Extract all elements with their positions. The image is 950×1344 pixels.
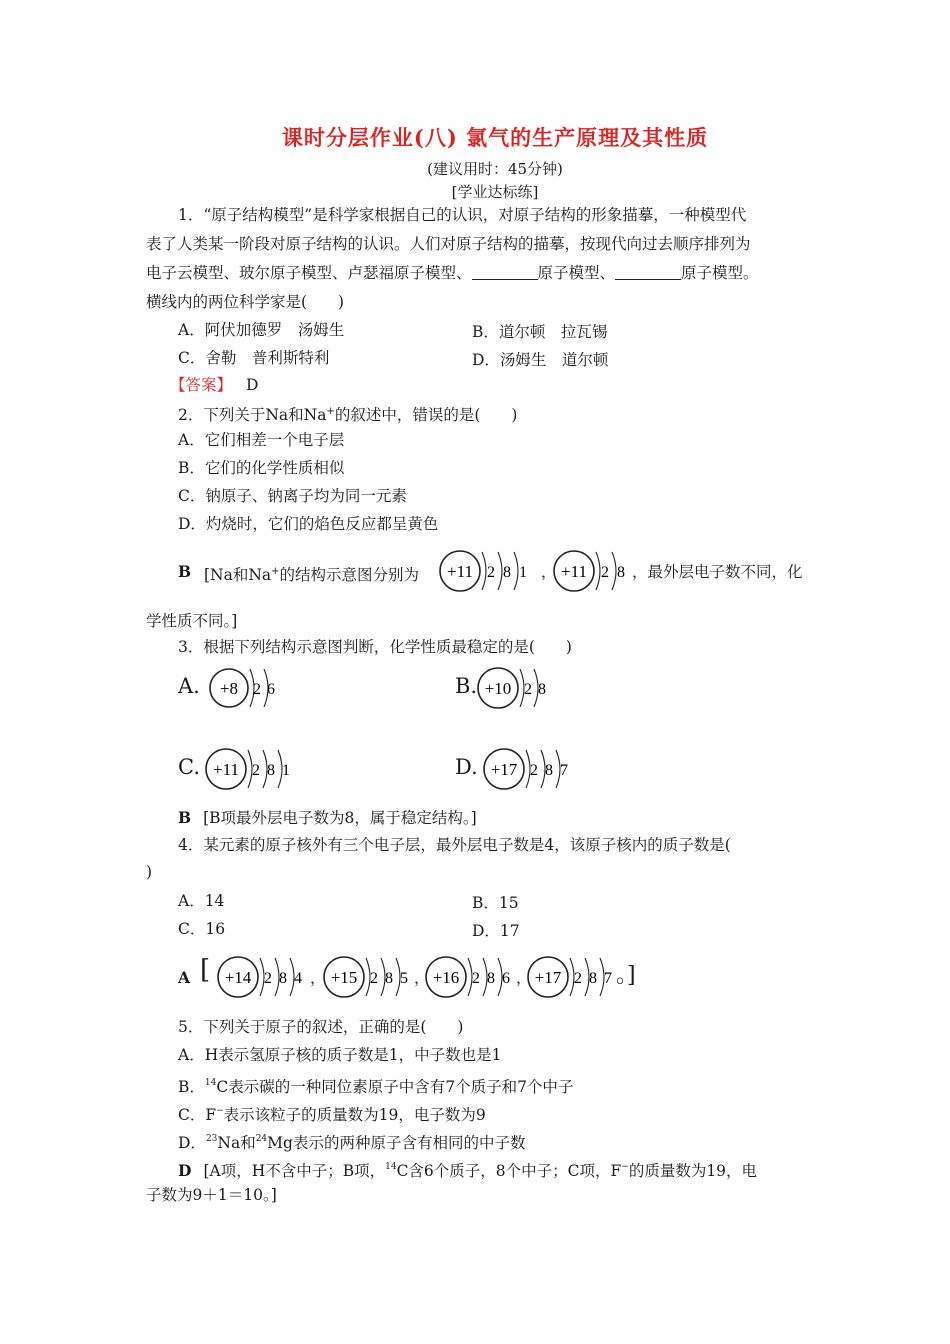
q2-na-ion-diagram <box>552 546 632 596</box>
q1-stem-line1: 1．“原子结构模型”是科学家根据自己的认识，对原子结构的形象描摹，一种模型代 <box>178 206 747 224</box>
q3-label-b: B. <box>455 674 478 698</box>
q2-option-b: B．它们的化学性质相似 <box>178 459 345 477</box>
q4-answer-letter: A <box>178 968 191 987</box>
svg-text:+11: +11 <box>561 562 587 581</box>
svg-text:8: 8 <box>385 970 393 987</box>
q4-option-a: A．14 <box>178 892 225 910</box>
q3-stem: 3．根据下列结构示意图判断，化学性质最稳定的是( ) <box>178 638 572 656</box>
svg-text:+17: +17 <box>534 968 562 987</box>
svg-text:2: 2 <box>252 762 260 779</box>
q5-option-d: D．$^{23}$Na和$^{24}$Mg表示的两种原子含有相同的中子数 <box>178 1134 526 1152</box>
q4-option-b: B．15 <box>472 894 519 912</box>
svg-text:2: 2 <box>530 762 538 779</box>
svg-text:2: 2 <box>370 970 378 987</box>
q3-label-a: A. <box>178 674 200 698</box>
q4-option-d: D．17 <box>472 922 520 940</box>
svg-text:+17: +17 <box>490 760 518 779</box>
q2-answer-letter: B <box>178 562 192 581</box>
q5-option-a: A．H表示氢原子核的质子数是1，中子数也是1 <box>178 1046 502 1064</box>
q3-diagram-d <box>482 744 578 794</box>
svg-text:8: 8 <box>267 762 275 779</box>
q2-option-c: C．钠原子、钠离子均为同一元素 <box>178 487 407 505</box>
shell-2: 2 <box>487 564 495 581</box>
q3-diagram-a <box>208 664 280 714</box>
q2-option-d: D．灼烧时，它们的焰色反应都呈黄色 <box>178 515 439 533</box>
page-title: 课时分层作业(八) 氯气的生产原理及其性质 <box>281 125 709 150</box>
q4-option-c: C．16 <box>178 920 226 938</box>
q5-option-b: B．$^{14}$C表示碳的一种同位素原子中含有7个质子和7个中子 <box>178 1078 574 1096</box>
svg-text:8: 8 <box>589 970 597 987</box>
q5-stem: 5．下列关于原子的叙述，正确的是( ) <box>178 1018 464 1036</box>
svg-text:8: 8 <box>617 564 625 581</box>
svg-text:+11: +11 <box>447 562 473 581</box>
svg-text:+15: +15 <box>330 968 358 987</box>
q2-explanation-part1: [Na和Na+的结构示意图分别为 <box>204 566 420 585</box>
svg-text:+16: +16 <box>432 968 460 987</box>
q4-stem-line1: 4．某元素的原子核外有三个电子层，最外层电子数是4，该原子核内的质子数是( <box>178 836 731 854</box>
q3-answer: B [B项最外层电子数为8，属于稳定结构。] <box>178 808 477 827</box>
q2-stem: 2．下列关于Na和Na+的叙述中，错误的是( ) <box>178 406 518 425</box>
svg-text:7: 7 <box>560 762 568 779</box>
q2-explanation-part2: ，最外层电子数不同，化 <box>632 563 803 581</box>
q3-label-d: D. <box>455 755 478 779</box>
q4-stem-line2: ) <box>146 863 153 881</box>
shell-1: 1 <box>519 564 527 581</box>
q2-option-a: A．它们相差一个电子层 <box>178 431 345 449</box>
q3-diagram-c <box>204 744 300 794</box>
q1-option-d: D．汤姆生 道尔顿 <box>472 351 609 369</box>
svg-text:1: 1 <box>282 762 290 779</box>
q4-diagram-14 <box>216 952 312 1002</box>
shell-8: 8 <box>503 564 511 581</box>
svg-text:6: 6 <box>502 970 510 987</box>
q4-open-bracket: [ <box>200 955 211 985</box>
q1-answer: 【答案】 D <box>170 376 259 394</box>
q1-option-a: A．阿伏加德罗 汤姆生 <box>178 321 345 339</box>
q5-explanation-line2: 子数为9＋1＝10。] <box>146 1186 277 1204</box>
svg-text:8: 8 <box>538 681 546 698</box>
q1-stem-line3: 电子云模型、玻尔原子模型、卢瑟福原子模型、 原子模型、 原子模型。 <box>146 264 759 282</box>
q2-explanation-part3: 学性质不同。] <box>146 612 238 630</box>
q3-diagram-b <box>476 664 556 714</box>
svg-text:+14: +14 <box>224 968 252 987</box>
q1-stem-line2: 表了人类某一阶段对原子结构的认识。人们对原子结构的描摹，按现代向过去顺序排列为 <box>146 235 751 253</box>
q4-diagram-16 <box>424 952 520 1002</box>
svg-text:2: 2 <box>472 970 480 987</box>
svg-text:+8: +8 <box>219 679 239 698</box>
section-heading: [学业达标练] <box>451 183 539 201</box>
q4-diagram-15 <box>322 952 418 1002</box>
svg-text:2: 2 <box>524 681 532 698</box>
q1-stem-line4: 横线内的两位科学家是( ) <box>146 293 345 311</box>
svg-text:2: 2 <box>601 564 609 581</box>
svg-text:4: 4 <box>294 970 302 987</box>
svg-text:7: 7 <box>604 970 612 987</box>
svg-text:8: 8 <box>279 970 287 987</box>
svg-text:8: 8 <box>487 970 495 987</box>
document-page: 课时分层作业(八) 氯气的生产原理及其性质 (建议用时：45分钟) [学业达标练] 1．“原子结构模型”是科学家根据自己的认识，对原子结构的形象描摹，一种模型代 表了人类某一阶段对原子结构的认识。人们对原子结构的描摹，按现代向过去顺序排列为 电子云模型、玻尔原子模型、卢瑟福原子模型、 原子模型、 原子模型。 横线内的两位科学家是( ) A．阿伏加德罗 汤姆生 B．道尔顿 拉瓦锡 C．舍勒 普利斯特利 D．汤姆生 道尔顿 【答案】 D 2．下列关于Na和Na+的叙述中，错误的是( ) A．它们相差一个电子层 B．它们的化学性质相似 C．钠原子、钠离子均为同一元素 D．灼烧时，它们的焰色反应都呈黄色 B [Na和Na+的结构示意图分别为 +11 2 8 1 ， +11 2 8 ，最外层电子数不同，化 学性质不同。] 3．根据下列结构示意图判断，化学性质最稳定的是( ) A. +8 2 6 B. +10 2 8 C. +11 2 8 1 D. +17 2 8 7 B [B项最外层电子数为8，属于稳定结构。] 4．某元素的原子核外有三个电子层，最外层电子数是4，该原子核内的质子数是( ) A．14 B．15 C．16 D．17 A [ +14 2 8 4 ， +15 2 8 5 ， +16 2 8 6 ， +17 2 8 7 。] 5．下列关于原子的叙述，正确的是( ) A．H表示氢原子核的质子数是1，中子数也是1 B．$^{14}$C表示碳的一种同位素原子中含有7个质子和7个中子 C．F−表示该粒子的质量数为19，电子数为9 D．$^{23}$Na和$^{24}$Mg表示的两种原子含有相同的中子数 D [A项，H不含中子；B项，$^{14}$C含6个质子，8个中子；C项，F−的质量数为19，电 子数为9＋1＝10。] <box>0 0 950 1344</box>
svg-text:6: 6 <box>267 681 275 698</box>
svg-text:+10: +10 <box>484 679 512 698</box>
svg-text:5: 5 <box>400 970 408 987</box>
q4-close-bracket: 。] <box>616 963 636 988</box>
svg-text:2: 2 <box>264 970 272 987</box>
q5-answer: D [A项，H不含中子；B项，$^{14}$C含6个质子，8个中子；C项，F−的质量数为19，电 <box>178 1161 758 1180</box>
q1-option-c: C．舍勒 普利斯特利 <box>178 349 330 367</box>
q5-option-c: C．F−表示该粒子的质量数为19，电子数为9 <box>178 1106 486 1124</box>
q2-na-atom-diagram <box>438 546 540 596</box>
time-hint: (建议用时：45分钟) <box>427 160 563 178</box>
svg-text:8: 8 <box>545 762 553 779</box>
svg-text:2: 2 <box>253 681 261 698</box>
q1-option-b: B．道尔顿 拉瓦锡 <box>472 323 608 341</box>
answer-tag: 【答案】 <box>170 376 233 394</box>
svg-text:+11: +11 <box>213 760 239 779</box>
q4-diagram-17 <box>526 952 622 1002</box>
q1-blank-2 <box>615 265 681 280</box>
q1-blank-1 <box>472 265 538 280</box>
svg-text:2: 2 <box>574 970 582 987</box>
q3-label-c: C. <box>178 755 200 779</box>
